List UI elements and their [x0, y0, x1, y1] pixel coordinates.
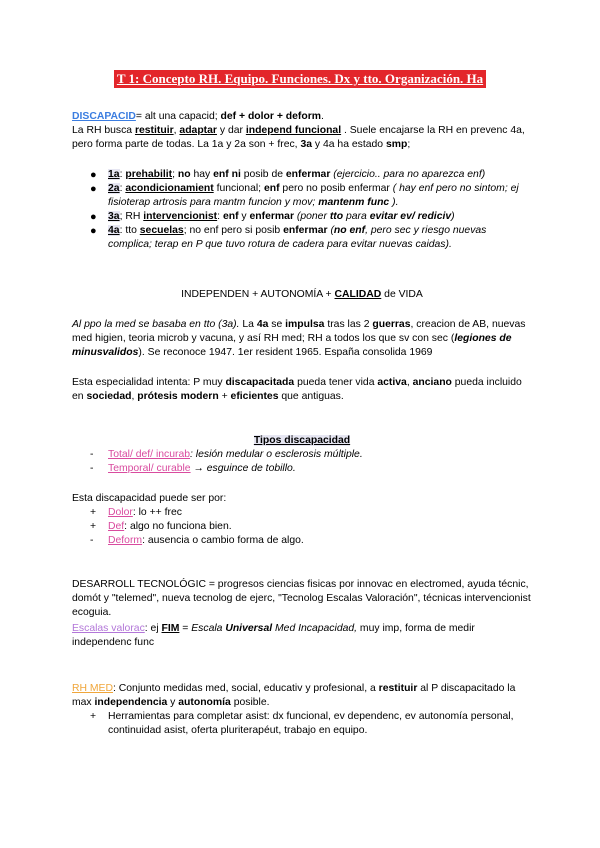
tech-paragraph: [72, 578, 532, 620]
escalas-label: Escalas valorac: [72, 623, 145, 634]
motto: INDEPENDEN + AUTONOMÍA + CALIDAD de VIDA: [181, 289, 423, 300]
page-title: T 1: Concepto RH. Equipo. Funciones. Dx y tto. Organización. Ha: [114, 70, 486, 88]
rhmed-list: [72, 710, 532, 738]
level-num: 2a: [108, 183, 120, 194]
list-item: + Def: algo no funciona bien.: [90, 521, 232, 532]
levels-list-block: [72, 168, 532, 252]
escalas-paragraph: [72, 622, 532, 650]
tech-text: DESARROLL TECNOLÓGIC = progresos ciencias fisicas por innovac en electromed, ayuda técnic, domót y "telemed", nueva tecnolog de ejerc, "Tecnolog Escalas Valoración", técnicas intervencionist ecoguia.: [72, 579, 531, 618]
causes-block: [72, 492, 532, 548]
list-item: - Temporal/ curable → esguince de tobillo.: [90, 463, 296, 474]
history-text: Al ppo la med se basaba en tto (3a). La 4a se impulsa tras las 2 guerras, creacion de AB, nuevas med higien, teoria microb y vacuna, y así RH med; RH a todos los que sv con sec (legiones de minusvalidos). Se reconoce 1947. 1er resident 1965. España consolida 1969: [72, 319, 526, 358]
causes-intro: Esta discapacidad puede ser por:: [72, 493, 227, 504]
tipos-block: [72, 434, 532, 476]
bullet-icon: ●: [90, 169, 97, 181]
rh-summary: La RH busca restituir, adaptar y dar independ funcional . Suele encajarse la RH en prevenc 4a, pero forma parte de todas. La 1a y 2a son + frec, 3a y 4a ha estado smp;: [72, 125, 525, 150]
level-item: ● 2a: acondicionamient funcional; enf pero no posib enfermar ( hay enf pero no sintom; ej fisioterap artrosis para mantm funcion y mov; mantenm func ).: [90, 183, 519, 208]
level-item: ● 4a: tto secuelas; no enf pero si posib enfermar (no enf, pero sec y riesgo nuevas complica; terap en P que tuvo rotura de cadera para evitar nuevas caidas).: [90, 225, 487, 250]
list-item: - Deform: ausencia o cambio forma de algo.: [90, 535, 304, 546]
purpose-paragraph: [72, 376, 532, 404]
causes-list: [72, 506, 532, 548]
title-wrap: [98, 70, 502, 88]
escalas-text: Escalas valorac: ej FIM = Escala Universal Med Incapacidad, muy imp, forma de medir independenc func: [72, 623, 475, 648]
bullet-icon: ●: [90, 183, 97, 195]
history-paragraph: [72, 318, 532, 360]
item-label: Total/ def/ incurab: [108, 449, 191, 460]
level-item: ● 3a; RH intervencionist: enf y enfermar (poner tto para evitar ev/ rediciv): [90, 211, 455, 223]
level-name: prehabilit: [125, 169, 173, 180]
rhmed-label: RH MED: [72, 683, 113, 694]
purpose-text: Esta especialidad intenta: P muy discapacitada pueda tener vida activa, anciano pueda incluido en sociedad, prótesis modern + eficientes que antiguas.: [72, 377, 522, 402]
item-label: Dolor: [108, 507, 133, 518]
level-name: secuelas: [139, 225, 184, 236]
discapacidad-definition: DISCAPACID= alt una capacid; def + dolor + deform.: [72, 111, 324, 122]
level-num: 3a: [108, 211, 120, 222]
list-item: + Herramientas para completar asist: dx funcional, ev dependenc, ev autonomía personal, continuidad asist, oferta pluriterapéut, trabajo en equipo.: [90, 711, 514, 736]
level-num: 4a: [108, 225, 120, 236]
bullet-icon: ●: [90, 211, 97, 223]
level-item: ● 1a: prehabilit; no hay enf ni posib de enfermar (ejercicio.. para no aparezca enf): [90, 169, 486, 181]
levels-list: [72, 168, 532, 252]
item-label: Temporal/ curable: [108, 463, 191, 474]
bullet-icon: ●: [90, 225, 97, 237]
tipos-heading: Tipos discapacidad: [253, 435, 351, 446]
level-name: intervencionist: [143, 211, 218, 222]
rhmed-text: RH MED: Conjunto medidas med, social, educativ y profesional, a restituir al P discapacitado la max independencia y autonomía posible.: [72, 683, 516, 708]
level-num: 1a: [108, 169, 120, 180]
level-name: acondicionamient: [125, 183, 214, 194]
item-label: Def: [108, 521, 125, 532]
intro-block: [72, 110, 532, 152]
list-item: - Total/ def/ incurab: lesión medular o esclerosis múltiple.: [90, 449, 363, 460]
tipos-list: [72, 448, 532, 476]
rhmed-block: [72, 682, 532, 738]
discapacid-term: DISCAPACID: [72, 111, 136, 122]
item-label: Deform: [108, 535, 143, 546]
list-item: + Dolor: lo ++ frec: [90, 507, 182, 518]
